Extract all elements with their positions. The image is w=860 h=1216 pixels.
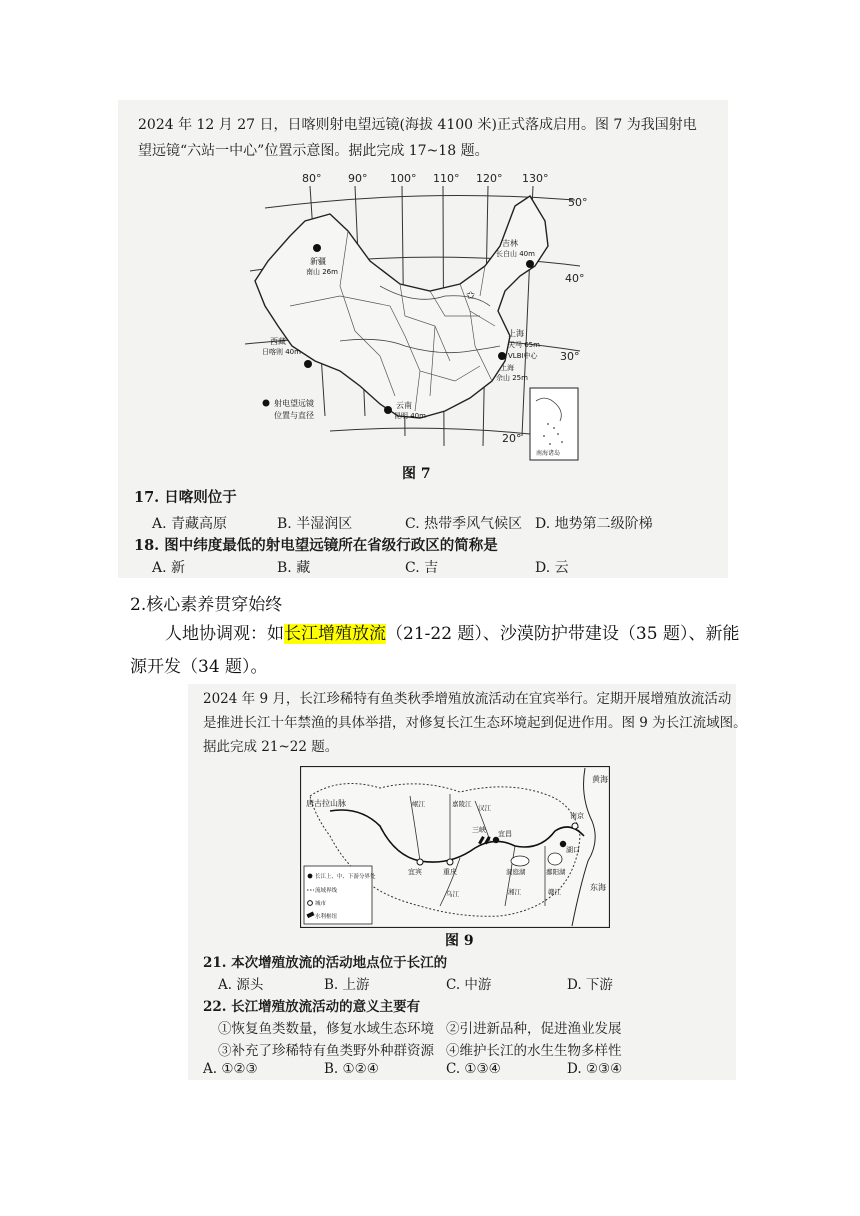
label-tanggula: 唐古拉山脉 (306, 799, 346, 808)
q18-option-d: D. 云 (535, 560, 569, 576)
label-wu: 乌江 (446, 890, 459, 898)
legend-item-city: 城市 (315, 901, 327, 907)
latitude-line-20 (330, 428, 530, 434)
china-radio-telescope-map (230, 166, 600, 466)
lat-label-50: 50° (568, 196, 588, 209)
station-xizang-detail: 日喀则 40m (262, 348, 301, 356)
section-paragraph-line1 (165, 619, 739, 644)
station-sheshan-detail: 佘山 25m (496, 374, 528, 382)
legend-line1: 射电望远镜 (274, 399, 314, 408)
q18-option-b: B. 藏 (277, 560, 311, 576)
label-min: 岷江 (412, 800, 425, 808)
lat-label-40: 40° (565, 272, 585, 285)
q22-stem: 22. 长江增殖放流活动的意义主要有 (203, 999, 421, 1015)
q21-stem: 21. 本次增殖放流的活动地点位于长江的 (203, 955, 448, 971)
q22-item-2: ②引进新品种，促进渔业发展 (446, 1021, 622, 1037)
figure-7-caption: 图 7 (402, 466, 431, 482)
q22-item-4: ④维护长江的水生生物多样性 (446, 1043, 622, 1059)
station-yunnan-detail: 昆明 40m (394, 412, 426, 420)
label-sanxia: 三峡 (472, 826, 486, 834)
highlighted-phrase: 长江增殖放流 (284, 624, 386, 644)
legend-item-dam: 水利枢纽 (315, 914, 338, 920)
q21-option-a: A. 源头 (218, 977, 264, 993)
section-paragraph-line2: 源开发（34 题）。 (130, 657, 268, 677)
yangtze-basin-map (300, 766, 610, 928)
q21-22-intro-line2: 是推进长江十年禁渔的具体举措，对修复长江生态环境起到促进作用。图 9 为长江流域图。 (203, 715, 747, 731)
q21-22-intro-line1: 2024 年 9 月，长江珍稀特有鱼类秋季增殖放流活动在宜宾举行。定期开展增殖放流活动 (203, 691, 732, 707)
label-nanjing: 南京 (570, 812, 584, 820)
label-huanghai: 黄海 (592, 775, 608, 784)
q17-18-intro-line1: 2024 年 12 月 27 日，日喀则射电望远镜(海拔 4100 米)正式落成启用。图 7 为我国射电 (138, 117, 697, 133)
label-chongqing: 重庆 (443, 868, 457, 876)
q17-option-b: B. 半湿润区 (277, 516, 353, 532)
q17-option-a: A. 青藏高原 (152, 516, 228, 532)
dongting-lake (511, 856, 529, 866)
q22-item-3: ③补充了珍稀特有鱼类野外种群资源 (218, 1043, 434, 1059)
lon-label-110: 110° (433, 172, 460, 185)
q21-option-d: D. 下游 (567, 977, 613, 993)
figure-9-caption: 图 9 (445, 933, 474, 949)
station-yunnan-name: 云南 (396, 401, 412, 410)
label-gan: 赣江 (548, 888, 561, 896)
label-jialing: 嘉陵江 (452, 800, 472, 808)
lon-label-90: 90° (348, 172, 368, 185)
legend-line2: 位置与直径 (274, 411, 314, 420)
station-xinjiang-dot (313, 244, 321, 252)
station-vlbi-name: VLBI中心 (508, 352, 538, 360)
legend-item-basin: 流域界线 (315, 888, 338, 894)
lon-label-80: 80° (302, 172, 322, 185)
station-sheshan-name: 上海 (500, 364, 514, 372)
label-poyang: 鄱阳湖 (546, 868, 566, 876)
q22-item-1: ①恢复鱼类数量，修复水域生态环境 (218, 1021, 434, 1037)
station-tianma-detail: 天马 65m (508, 341, 540, 349)
label-yichang: 宜昌 (498, 830, 512, 838)
inset-label: 南海诸岛 (536, 450, 561, 457)
q18-stem: 18. 图中纬度最低的射电望远镜所在省级行政区的简称是 (134, 537, 498, 554)
station-xizang-name: 西藏 (270, 337, 286, 346)
section-heading: 2.核心素养贯穿始终 (130, 595, 283, 615)
capital-star-icon: ✩ (466, 289, 476, 302)
station-jilin-detail: 长白山 40m (496, 250, 535, 258)
city-chongqing-icon (447, 859, 453, 865)
station-jilin-dot (526, 260, 534, 268)
lat-label-30: 30° (560, 350, 580, 363)
lon-label-100: 100° (390, 172, 417, 185)
q22-option-a: A. ①②③ (203, 1061, 258, 1077)
poyang-lake (548, 853, 562, 865)
label-dongting: 洞庭湖 (506, 868, 526, 876)
label-hukou: 湖口 (566, 846, 580, 854)
station-shanghai-tianma-dot (498, 352, 506, 360)
q21-option-b: B. 上游 (324, 977, 370, 993)
label-xiang: 湘江 (508, 888, 521, 896)
legend-item-boundary: 长江上、中、下游分界处 (315, 874, 376, 880)
station-xinjiang-detail: 南山 26m (306, 268, 338, 276)
station-shanghai-name: 上海 (508, 329, 524, 338)
legend-dot-icon (263, 400, 270, 407)
station-yunnan-dot (384, 406, 392, 414)
legend-boundary-dot (308, 874, 313, 879)
q22-option-b: B. ①②④ (324, 1061, 379, 1077)
station-xizang-dot (304, 360, 312, 368)
legend-city-icon (308, 901, 313, 906)
q17-18-intro-line2: 望远镜“六站一中心”位置示意图。据此完成 17~18 题。 (138, 143, 489, 159)
lon-label-120: 120° (476, 172, 503, 185)
paragraph-prefix: 人地协调观：如 (165, 624, 284, 644)
label-donghai: 东海 (590, 883, 606, 892)
china-outline (255, 196, 548, 418)
label-han: 汉江 (478, 804, 491, 812)
lat-label-20: 20° (502, 432, 522, 445)
q22-option-d: D. ②③④ (567, 1061, 623, 1077)
station-jilin-name: 吉林 (502, 239, 518, 248)
q21-option-c: C. 中游 (446, 977, 492, 993)
city-yibin-icon (417, 859, 423, 865)
label-yibin: 宜宾 (408, 868, 422, 876)
q18-option-a: A. 新 (152, 560, 186, 576)
paragraph-rest: （21-22 题）、沙漠防护带建设（35 题）、新能 (386, 624, 740, 644)
q18-option-c: C. 吉 (405, 560, 439, 576)
q17-option-c: C. 热带季风气候区 (405, 516, 523, 532)
q22-option-c: C. ①③④ (446, 1061, 501, 1077)
lon-label-130: 130° (522, 172, 549, 185)
city-nanjing-icon (572, 823, 578, 829)
q21-22-intro-line3: 据此完成 21~22 题。 (203, 739, 339, 755)
station-xinjiang-name: 新疆 (310, 257, 326, 266)
q17-stem: 17. 日喀则位于 (134, 489, 237, 506)
q17-option-d: D. 地势第二级阶梯 (535, 516, 653, 532)
